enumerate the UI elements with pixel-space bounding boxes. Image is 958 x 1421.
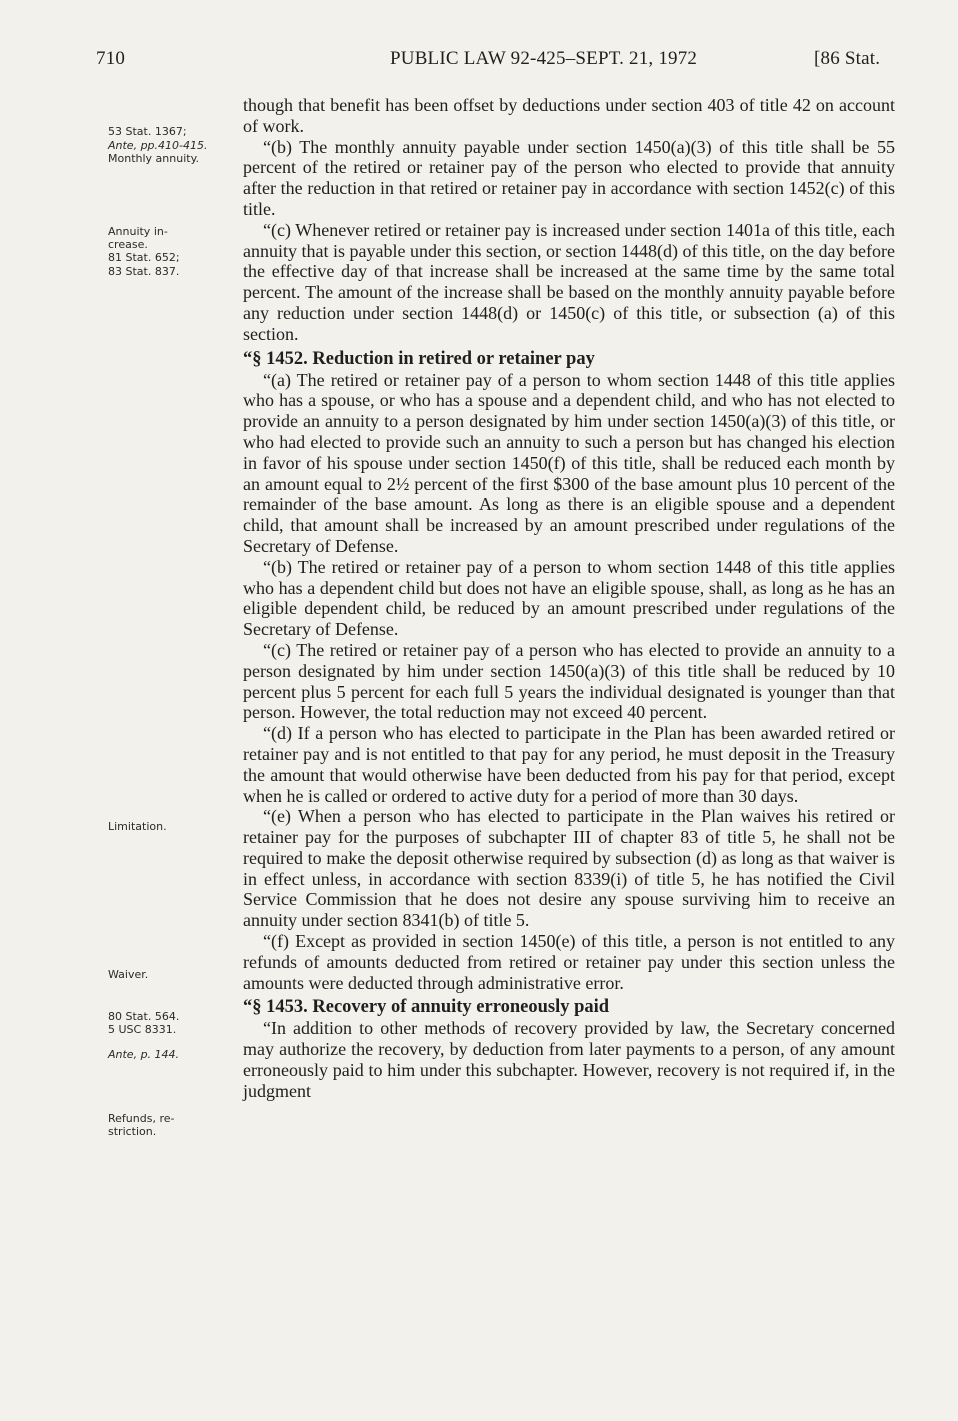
paragraph-1452-e: “(e) When a person who has elected to participate in the Plan waives his retired or retainer pay for the purposes of subchapter III of chapter 83 of title 5, he shall not be required to make the deposit otherwise required by subsection (d) as long as that waiver is in effect unless, in accordance with section 8339(i) of title 5, he has notified the Civil Service Commission that he does not desire any spouse surviving him to receive an annuity under section 8341(b) of title 5. — [243, 806, 895, 931]
running-header — [0, 48, 958, 74]
margin-note-monthly-annuity: Monthly annuity. — [108, 152, 200, 165]
running-title: PUBLIC LAW 92-425–SEPT. 21, 1972 — [390, 48, 698, 69]
section-heading-1453: “§ 1453. Recovery of annuity erroneously paid — [243, 997, 610, 1018]
margin-note-ante-pp-410: Ante, pp.410-415. — [108, 139, 208, 152]
volume-reference: [86 Stat. — [814, 48, 881, 69]
section-heading-1452: “§ 1452. Reduction in retired or retainer pay — [243, 348, 595, 369]
margin-note-5-usc: 5 USC 8331. — [108, 1023, 177, 1036]
paragraph-1453: “In addition to other methods of recovery provided by law, the Secretary concerned may authorize the recovery, by deduction from later payments to a person, of any amount erroneously paid to him under this subchapter. However, recovery is not required if, in the judgment — [243, 1018, 895, 1101]
margin-note-83-stat: 83 Stat. 837. — [108, 265, 180, 278]
paragraph-1452-c: “(c) The retired or retainer pay of a person who has elected to provide an annuity to a person designated by him under section 1450(a)(3) of this title shall be reduced by 10 percent plus 5 percent for each full 5 years the individual designated is younger than that person. However, the total reduction may not exceed 40 percent. — [243, 639, 895, 723]
paragraph-1452-f: “(f) Except as provided in section 1450(e) of this title, a person is not entitled to any refunds of amounts deducted from retired or retainer pay under this section unless the amounts were deducted through administrative error. — [243, 931, 895, 993]
margin-note-ante-p-144: Ante, p. 144. — [108, 1048, 180, 1061]
paragraph-1451-b: “(b) The monthly annuity payable under section 1450(a)(3) of this title shall be 55 percent of the retired or retainer pay of the person who elected to provide that annuity after the reduction in that retired or retainer pay in accordance with section 1452(c) of this title. — [243, 136, 895, 219]
margin-note-limitation: Limitation. — [108, 820, 167, 833]
paragraph-1451-c: “(c) Whenever retired or retainer pay is increased under section 1401a of this title, each annuity that is payable under this section, or section 1448(d) of this title, on the day before the effective day of that increase shall be increased at the same time by the same total percent. The amount of the increase shall be based on the monthly annuity payable before any reduction under section 1448(d) or 1450(c) of this title, or subsection (a) of this section. — [243, 219, 895, 344]
margin-note-citation-53-stat: 53 Stat. 1367; — [108, 125, 187, 138]
paragraph-1452-b: “(b) The retired or retainer pay of a person to whom section 1448 of this title applies who has a dependent child but does not have an eligible spouse, shall, as long as he has an eligible dependent child, be reduced by an amount prescribed under regulations of the Secretary of Defense. — [243, 556, 895, 640]
body-text — [243, 95, 895, 1102]
paragraph-1452-d: “(d) If a person who has elected to participate in the Plan has been awarded retired or retainer pay and is not entitled to that pay for any period, he must deposit in the Treasury the amount that would otherwise have been deducted from his pay for that period, except when he is called or ordered to active duty for a period of more than 30 days. — [243, 723, 895, 806]
paragraph-1452-a: “(a) The retired or retainer pay of a person to whom section 1448 of this title applies who has a spouse, or who has a spouse and a dependent child, and who has not elected to provide an annuity to a person designated by him under section 1450(a)(3) of this title, or who had elected to provide such an annuity to such a person but has changed his election in favor of his spouse under section 1450(f) of this title, shall be reduced each month by an amount equal to 2½ percent of the first $300 of the base amount plus 10 percent of the remainder of the base amount. As long as there is an eligible spouse and a dependent child, that amount shall be increased by an amount prescribed under regulations of the Secretary of Defense. — [243, 369, 895, 556]
margin-note-annuity-increase: Annuity in- crease. — [108, 225, 168, 251]
paragraph-continuation: though that benefit has been offset by deductions under section 403 of title 42 on account of work. — [243, 95, 895, 136]
margin-note-81-stat: 81 Stat. 652; — [108, 251, 180, 264]
page-number: 710 — [96, 48, 126, 69]
margin-note-80-stat: 80 Stat. 564. — [108, 1010, 180, 1023]
margin-note-refunds-restriction: Refunds, re- striction. — [108, 1112, 175, 1138]
margin-note-waiver: Waiver. — [108, 968, 149, 981]
